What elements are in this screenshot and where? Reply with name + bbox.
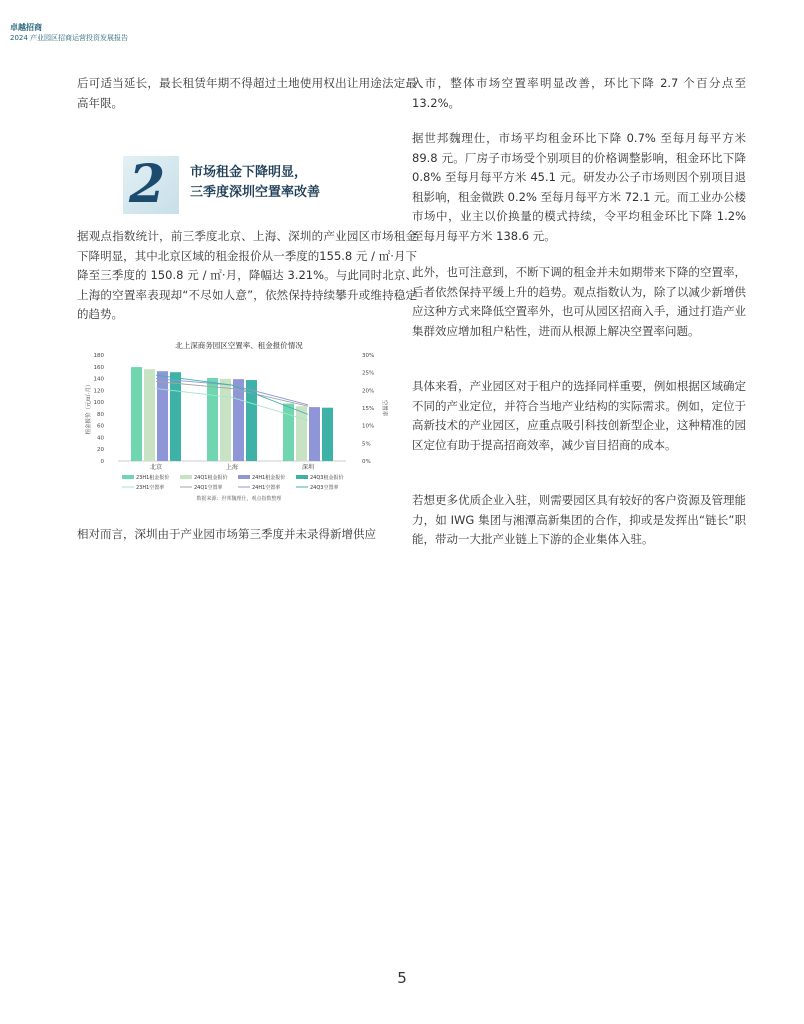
y-tick-label: 140 — [93, 376, 104, 383]
y-tick-label: 160 — [93, 364, 104, 371]
section-title-line-2: 三季度深圳空置率改善 — [190, 185, 321, 200]
y-axis-title: 租金报价（元/㎡·月） — [86, 381, 92, 435]
legend-label: 24H1空置率 — [252, 485, 281, 491]
bar-1-1 — [131, 367, 142, 461]
bar-1-4 — [170, 372, 181, 461]
section-number: 2 — [129, 154, 166, 215]
y-tick-label: 0 — [100, 459, 104, 465]
right-paragraph-3: 此外，也可注意到，不断下调的租金并未如期带来下降的空置率，后者依然保持平缓上升的趋势。观点指数认为，除了以减少新增供应这种方式来降低空置率外，也可从园区招商入手，通过打造产业集群效应增加租户粘性，进而从根源上解决空置率问题。 — [412, 265, 746, 338]
y2-tick-label: 15% — [362, 406, 375, 412]
section-title-line-1: 市场租金下降明显， — [190, 165, 308, 180]
bar-3-2 — [296, 406, 307, 461]
brand-name: 卓越招商 — [10, 23, 42, 32]
legend-label: 24Q3租金报价 — [310, 475, 344, 481]
y2-tick-label: 10% — [362, 423, 375, 430]
page-header — [10, 23, 230, 43]
y2-tick-label: 25% — [362, 370, 375, 377]
right-paragraph-4: 具体来看，产业园区对于租户的选择同样重要，例如根据区域确定不同的产业定位，并符合当地产业结构的实际需求。例如，定位于高新技术的产业园区，应重点吸引科技创新型企业，这种精准的园区定位有助于提高招商效率，减少盲目招商的成本。 — [412, 379, 746, 452]
section-title — [190, 163, 320, 203]
bar-3-3 — [309, 407, 320, 461]
x-tick-label: 上海 — [225, 464, 239, 471]
bar-2-2 — [220, 379, 231, 461]
x-tick-label: 北京 — [149, 464, 163, 471]
chart-svg — [78, 337, 400, 515]
y-tick-label: 20 — [97, 447, 104, 454]
legend-label: 24Q3空置率 — [310, 485, 339, 491]
y2-axis-title: 空置率 — [381, 399, 387, 417]
y-tick-label: 100 — [93, 400, 104, 407]
y-tick-label: 80 — [97, 411, 104, 418]
x-tick-label: 深圳 — [301, 464, 315, 471]
bar-2-1 — [207, 378, 218, 461]
left-paragraph-1: 后可适当延长，最长租赁年期不得超过土地使用权出让用途法定最高年限。 — [77, 76, 417, 110]
y2-tick-label: 0% — [362, 459, 371, 465]
rent-vacancy-chart — [78, 337, 400, 515]
legend-label: 24H1租金报价 — [252, 475, 286, 481]
right-paragraph-1: 入市，整体市场空置率明显改善，环比下降 2.7 个百分点至 13.2%。 — [412, 76, 746, 110]
y2-tick-label: 20% — [362, 388, 375, 395]
page-number: 5 — [397, 969, 407, 987]
report-title: 2024 产业园区招商运营投资发展报告 — [10, 34, 129, 42]
legend-label: 24Q1空置率 — [194, 485, 223, 491]
legend-swatch-bar — [180, 475, 192, 479]
right-paragraph-5: 若想更多优质企业入驻，则需要园区具有较好的客户资源及管理能力，如 IWG 集团与湘潭高新集团的合作，抑或是发挥出“链长”职能，带动一大批产业链上下游的企业集体入驻。 — [412, 493, 746, 546]
y2-tick-label: 30% — [362, 353, 375, 359]
legend-swatch-bar — [122, 475, 134, 479]
y-tick-label: 120 — [93, 388, 104, 395]
legend-swatch-bar — [238, 475, 250, 479]
chart-title: 北上深商务园区空置率、租金报价情况 — [175, 341, 303, 350]
y-tick-label: 180 — [93, 353, 104, 359]
section-heading — [123, 156, 385, 214]
bar-1-2 — [144, 369, 155, 461]
left-paragraph-3: 相对而言，深圳由于产业园市场第三季度并未录得新增供应 — [77, 527, 376, 541]
left-paragraph-2: 据观点指数统计，前三季度北京、上海、深圳的产业园区市场租金下降明显，其中北京区域的租金报价从一季度的155.8 元 / ㎡·月下降至三季度的 150.8 元 / ㎡·月，降幅达 3.21%。与此同时北京、上海的空置率表现却“不尽如人意”，依然保持持续攀升或维持稳定的趋势。 — [77, 229, 417, 321]
right-paragraph-2: 据世邦魏理仕，市场平均租金环比下降 0.7% 至每月每平方米 89.8 元。厂房子市场受个别项目的价格调整影响，租金环比下降 0.8% 至每月每平方米 45.1 元。研发办公子市场则因个别项目退租影响，租金微跌 0.2% 至每月每平方米 72.1 元。而工业办公楼市场中，业主以价换量的模式持续，令平均租金环比下降 1.2% 至每月每平方米 138.6 元。 — [412, 131, 746, 243]
bar-3-1 — [283, 404, 294, 461]
legend-swatch-bar — [296, 475, 308, 479]
chart-source: 数据来源：世邦魏理仕，观点指数整理 — [196, 496, 282, 502]
y-tick-label: 60 — [97, 423, 104, 430]
bar-1-3 — [157, 371, 168, 461]
y-tick-label: 40 — [97, 435, 104, 442]
y2-tick-label: 5% — [362, 441, 371, 448]
bar-3-4 — [322, 408, 333, 461]
legend-label: 23H1空置率 — [136, 485, 165, 491]
legend-label: 23H1租金报价 — [136, 475, 170, 481]
section-number-badge — [123, 156, 179, 214]
legend-label: 24Q1租金报价 — [194, 475, 228, 481]
